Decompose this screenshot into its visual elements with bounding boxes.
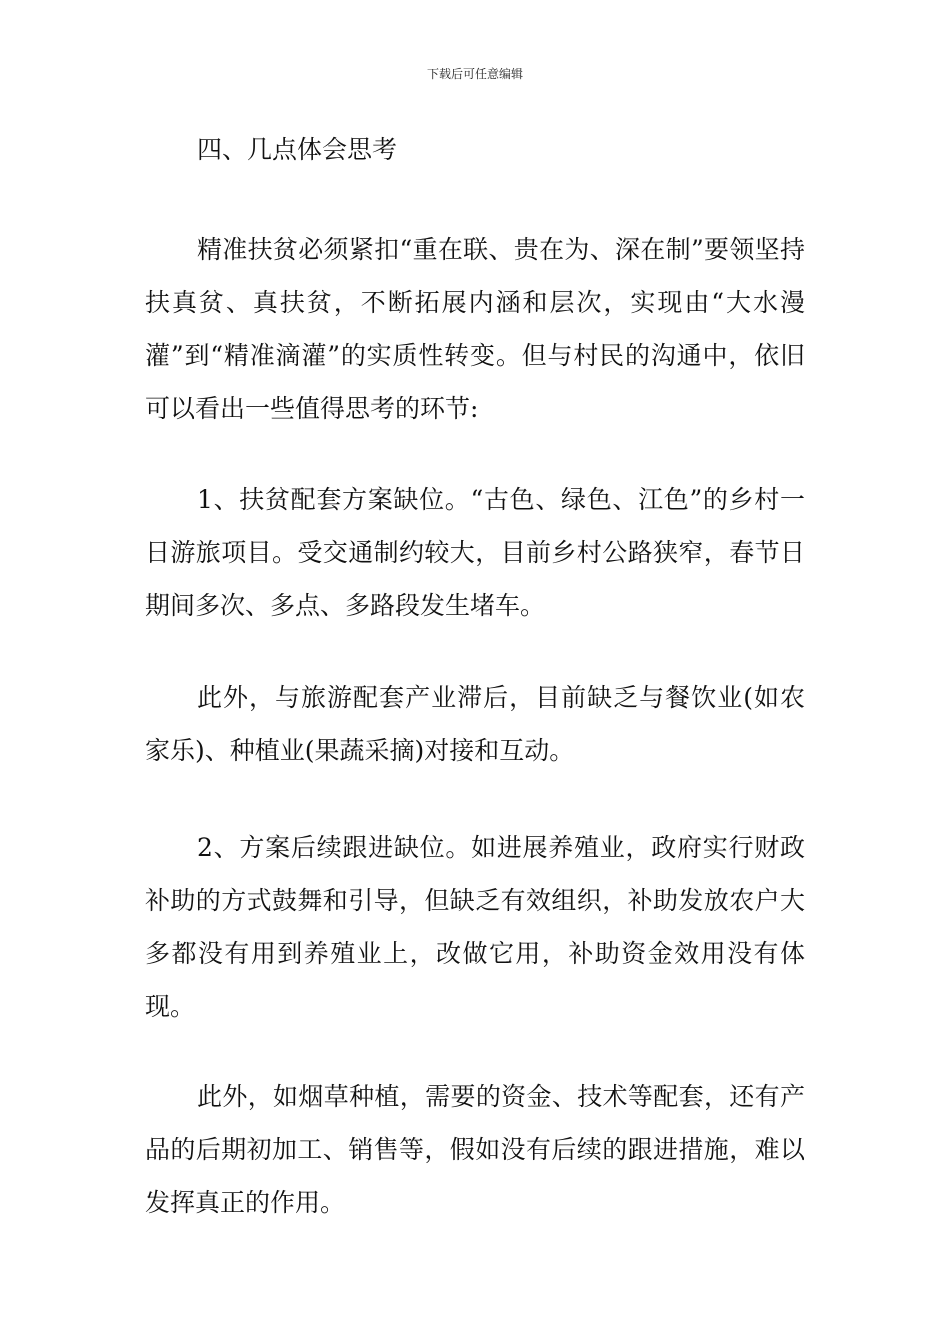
- paragraph-point-2: 2、方案后续跟进缺位。如进展养殖业，政府实行财政补助的方式鼓舞和引导，但缺乏有效组织，补助发放农户大多都没有用到养殖业上，改做它用，补助资金效用没有体现。: [145, 833, 805, 1021]
- paragraph-point-1: 1、扶贫配套方案缺位。“古色、绿色、江色”的乡村一日游旅项目。受交通制约较大，目前乡村公路狭窄，春节日期间多次、多点、多路段发生堵车。: [145, 485, 805, 620]
- paragraph-point-2-addendum: 此外，如烟草种植，需要的资金、技术等配套，还有产品的后期初加工、销售等，假如没有后续的跟进措施，难以发挥真正的作用。: [145, 1082, 805, 1217]
- paragraph-intro: 精准扶贫必须紧扣“重在联、贵在为、深在制”要领坚持扶真贫、真扶贫，不断拓展内涵和层次，实现由“大水漫灌”到“精准滴灌”的实质性转变。但与村民的沟通中，依旧可以看出一些值得思考的环节:: [145, 235, 805, 423]
- section-heading: 四、几点体会思考: [197, 135, 398, 164]
- page-header: 下载后可任意编辑: [426, 67, 523, 81]
- paragraph-point-1-addendum: 此外，与旅游配套产业滞后，目前缺乏与餐饮业(如农家乐)、种植业(果蔬采摘)对接和互动。: [145, 683, 805, 765]
